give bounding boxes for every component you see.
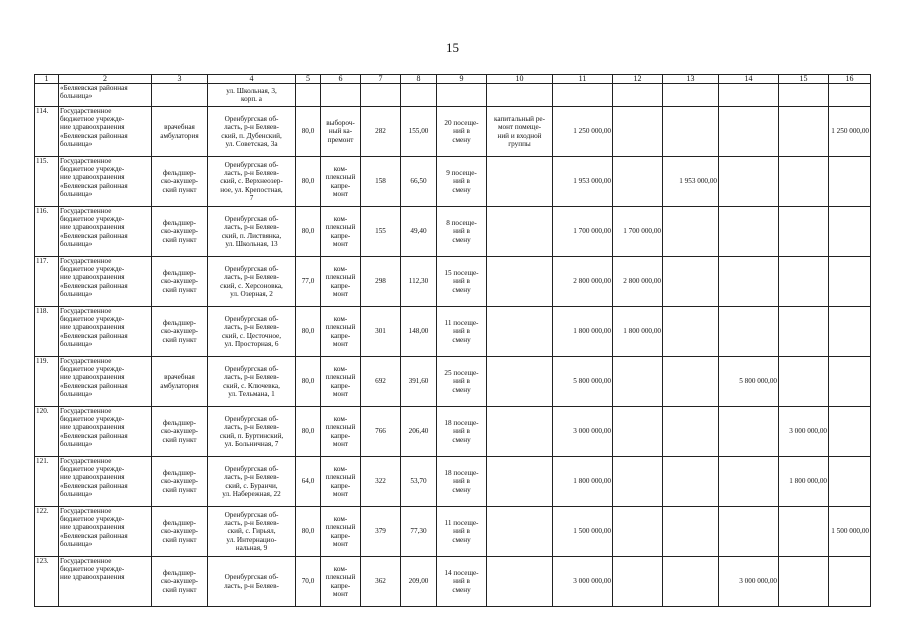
col8-value-cell: 112,30 (401, 257, 437, 307)
table-cell (829, 84, 871, 107)
institution-cell: Государственное бюджетное учрежде- ние здравоохранения «Беляевская районная больница» (59, 407, 152, 457)
institution-cell: Государственное бюджетное учрежде- ние здравоохранения «Беляевская районная больница» (59, 157, 152, 207)
address-cell: Оренбургская об- ласть, р-н Беляев- ский, с. Ключевка, ул. Тельмана, 1 (208, 357, 296, 407)
work-type-cell: ком- плексный капре- монт (321, 257, 361, 307)
continuation-row (35, 84, 871, 107)
row-number-cell: 114. (35, 107, 59, 157)
col8-value-cell: 66,50 (401, 157, 437, 207)
total-cost-cell: 3 000 000,00 (553, 557, 613, 607)
year-cost-cell: 3 000 000,00 (719, 557, 779, 607)
capacity-cell: 18 посеще- ний в смену (437, 457, 487, 507)
area-cell: 80,0 (296, 107, 321, 157)
work-description-cell (487, 157, 553, 207)
population-cell: 362 (361, 557, 401, 607)
header-cell: 8 (401, 75, 437, 84)
work-description-cell: капитальный ре- монт помеще- ний и входной группы (487, 107, 553, 157)
header-cell: 12 (613, 75, 663, 84)
year-cost-cell (719, 257, 779, 307)
work-type-cell: ком- плексный капре- монт (321, 507, 361, 557)
work-type-cell: ком- плексный капре- монт (321, 557, 361, 607)
work-description-cell (487, 257, 553, 307)
work-type-cell: выбороч- ный ка- премонт (321, 107, 361, 157)
address-cell: Оренбургская об- ласть, р-н Беляев- (208, 557, 296, 607)
institution-cell: «Беляевская районная больница» (59, 84, 152, 107)
total-cost-cell: 1 800 000,00 (553, 307, 613, 357)
capacity-cell: 11 посеще- ний в смену (437, 307, 487, 357)
table-cell (437, 84, 487, 107)
institution-cell: Государственное бюджетное учрежде- ние здравоохранения «Беляевская районная больница» (59, 507, 152, 557)
total-cost-cell: 2 800 000,00 (553, 257, 613, 307)
capacity-cell: 8 посеще- ний в смену (437, 207, 487, 257)
table-cell (296, 84, 321, 107)
address-cell: ул. Школьная, 3, корп. а (208, 84, 296, 107)
population-cell: 322 (361, 457, 401, 507)
year-cost-cell: 2 800 000,00 (613, 257, 663, 307)
population-cell: 282 (361, 107, 401, 157)
table-cell (719, 84, 779, 107)
row-number-cell: 116. (35, 207, 59, 257)
table-cell (553, 84, 613, 107)
area-cell: 70,0 (296, 557, 321, 607)
area-cell: 64,0 (296, 457, 321, 507)
total-cost-cell: 1 700 000,00 (553, 207, 613, 257)
year-cost-cell (779, 307, 829, 357)
work-type-cell: ком- плексный капре- монт (321, 357, 361, 407)
year-cost-cell (779, 507, 829, 557)
year-cost-cell (613, 157, 663, 207)
institution-cell: Государственное бюджетное учрежде- ние здравоохранения (59, 557, 152, 607)
table-cell (613, 84, 663, 107)
work-type-cell: ком- плексный капре- монт (321, 407, 361, 457)
year-cost-cell (719, 507, 779, 557)
year-cost-cell (829, 457, 871, 507)
column-number-header-row (35, 75, 871, 84)
header-cell: 6 (321, 75, 361, 84)
facility-type-cell: врачебная амбулатория (152, 107, 208, 157)
year-cost-cell (719, 207, 779, 257)
row-number-cell: 119. (35, 357, 59, 407)
year-cost-cell (779, 107, 829, 157)
total-cost-cell: 5 800 000,00 (553, 357, 613, 407)
col8-value-cell: 391,60 (401, 357, 437, 407)
col8-value-cell: 53,70 (401, 457, 437, 507)
header-cell: 11 (553, 75, 613, 84)
address-cell: Оренбургская об- ласть, р-н Беляев- ский, с. Гирьял, ул. Интернацио- нальная, 9 (208, 507, 296, 557)
table-cell (321, 84, 361, 107)
year-cost-cell (663, 257, 719, 307)
header-cell: 9 (437, 75, 487, 84)
area-cell: 80,0 (296, 307, 321, 357)
year-cost-cell (613, 107, 663, 157)
col8-value-cell: 206,40 (401, 407, 437, 457)
work-description-cell (487, 557, 553, 607)
year-cost-cell (613, 407, 663, 457)
col8-value-cell: 49,40 (401, 207, 437, 257)
facility-type-cell: фельдшер- ско-акушер- ский пункт (152, 407, 208, 457)
page-number: 15 (446, 40, 459, 55)
year-cost-cell: 5 800 000,00 (719, 357, 779, 407)
col8-value-cell: 155,00 (401, 107, 437, 157)
table-row (35, 257, 871, 307)
population-cell: 379 (361, 507, 401, 557)
year-cost-cell (663, 507, 719, 557)
year-cost-cell: 1 953 000,00 (663, 157, 719, 207)
year-cost-cell (663, 557, 719, 607)
table-cell (663, 84, 719, 107)
institution-cell: Государственное бюджетное учрежде- ние здравоохранения «Беляевская районная больница» (59, 107, 152, 157)
header-cell: 7 (361, 75, 401, 84)
total-cost-cell: 1 250 000,00 (553, 107, 613, 157)
address-cell: Оренбургская об- ласть, р-н Беляев- ский, с. Цесточное, ул. Просторная, 6 (208, 307, 296, 357)
year-cost-cell: 1 250 000,00 (829, 107, 871, 157)
total-cost-cell: 1 953 000,00 (553, 157, 613, 207)
capacity-cell: 11 посеще- ний в смену (437, 507, 487, 557)
year-cost-cell (829, 307, 871, 357)
year-cost-cell (663, 407, 719, 457)
year-cost-cell (719, 407, 779, 457)
year-cost-cell (663, 457, 719, 507)
facility-type-cell (152, 84, 208, 107)
institution-cell: Государственное бюджетное учрежде- ние здравоохранения «Беляевская районная больница» (59, 457, 152, 507)
header-cell: 3 (152, 75, 208, 84)
table-row (35, 307, 871, 357)
work-type-cell: ком- плексный капре- монт (321, 307, 361, 357)
table-row (35, 407, 871, 457)
work-type-cell: ком- плексный капре- монт (321, 207, 361, 257)
table-row (35, 207, 871, 257)
capacity-cell: 14 посеще- ний в смену (437, 557, 487, 607)
year-cost-cell (663, 307, 719, 357)
header-cell: 14 (719, 75, 779, 84)
institution-cell: Государственное бюджетное учрежде- ние здравоохранения «Беляевская районная больница» (59, 357, 152, 407)
col8-value-cell: 148,00 (401, 307, 437, 357)
institution-cell: Государственное бюджетное учрежде- ние здравоохранения «Беляевская районная больница» (59, 257, 152, 307)
row-number-cell: 123. (35, 557, 59, 607)
header-cell: 1 (35, 75, 59, 84)
table-row (35, 357, 871, 407)
year-cost-cell (779, 557, 829, 607)
year-cost-cell (829, 207, 871, 257)
capacity-cell: 18 посеще- ний в смену (437, 407, 487, 457)
work-description-cell (487, 407, 553, 457)
population-cell: 692 (361, 357, 401, 407)
table-cell (779, 84, 829, 107)
table-row (35, 457, 871, 507)
year-cost-cell (829, 257, 871, 307)
work-description-cell (487, 357, 553, 407)
year-cost-cell: 1 800 000,00 (613, 307, 663, 357)
capacity-cell: 9 посеще- ний в смену (437, 157, 487, 207)
address-cell: Оренбургская об- ласть, р-н Беляев- ский, п. Листвянка, ул. Школьная, 13 (208, 207, 296, 257)
address-cell: Оренбургская об- ласть, р-н Беляев- ский, с. Верхнеозер- ное, ул. Крепостная, 7 (208, 157, 296, 207)
row-number-cell: 115. (35, 157, 59, 207)
year-cost-cell: 3 000 000,00 (779, 407, 829, 457)
year-cost-cell (719, 157, 779, 207)
area-cell: 77,0 (296, 257, 321, 307)
address-cell: Оренбургская об- ласть, р-н Беляев- ский, п. Дубенский, ул. Советская, 3а (208, 107, 296, 157)
year-cost-cell (719, 107, 779, 157)
work-description-cell (487, 507, 553, 557)
institution-cell: Государственное бюджетное учрежде- ние здравоохранения «Беляевская районная больница» (59, 207, 152, 257)
facility-type-cell: фельдшер- ско-акушер- ский пункт (152, 307, 208, 357)
work-type-cell: ком- плексный капре- монт (321, 457, 361, 507)
header-cell: 13 (663, 75, 719, 84)
year-cost-cell (719, 307, 779, 357)
table-row (35, 107, 871, 157)
header-cell: 5 (296, 75, 321, 84)
population-cell: 155 (361, 207, 401, 257)
year-cost-cell (829, 557, 871, 607)
facility-type-cell: фельдшер- ско-акушер- ский пункт (152, 157, 208, 207)
facility-type-cell: фельдшер- ско-акушер- ский пункт (152, 207, 208, 257)
col8-value-cell: 209,00 (401, 557, 437, 607)
facility-type-cell: фельдшер- ско-акушер- ский пункт (152, 557, 208, 607)
year-cost-cell (829, 357, 871, 407)
year-cost-cell (719, 457, 779, 507)
population-cell: 301 (361, 307, 401, 357)
header-cell: 16 (829, 75, 871, 84)
address-cell: Оренбургская об- ласть, р-н Беляев- ский, с. Буранчи, ул. Набережная, 22 (208, 457, 296, 507)
year-cost-cell (829, 407, 871, 457)
year-cost-cell (663, 107, 719, 157)
table-row (35, 157, 871, 207)
year-cost-cell: 1 800 000,00 (779, 457, 829, 507)
total-cost-cell: 1 800 000,00 (553, 457, 613, 507)
facility-type-cell: фельдшер- ско-акушер- ский пункт (152, 257, 208, 307)
capacity-cell: 15 посеще- ний в смену (437, 257, 487, 307)
area-cell: 80,0 (296, 157, 321, 207)
header-cell: 15 (779, 75, 829, 84)
area-cell: 80,0 (296, 507, 321, 557)
institution-cell: Государственное бюджетное учрежде- ние здравоохранения «Беляевская районная больница» (59, 307, 152, 357)
year-cost-cell: 1 500 000,00 (829, 507, 871, 557)
year-cost-cell (613, 457, 663, 507)
year-cost-cell: 1 700 000,00 (613, 207, 663, 257)
year-cost-cell (613, 557, 663, 607)
facility-type-cell: фельдшер- ско-акушер- ский пункт (152, 457, 208, 507)
header-cell: 2 (59, 75, 152, 84)
area-cell: 80,0 (296, 207, 321, 257)
table-cell (487, 84, 553, 107)
facility-type-cell: врачебная амбулатория (152, 357, 208, 407)
total-cost-cell: 3 000 000,00 (553, 407, 613, 457)
year-cost-cell (663, 207, 719, 257)
table-cell (401, 84, 437, 107)
table-row (35, 507, 871, 557)
total-cost-cell: 1 500 000,00 (553, 507, 613, 557)
table-row (35, 557, 871, 607)
year-cost-cell (613, 357, 663, 407)
capital-repair-table (34, 74, 871, 607)
facility-type-cell: фельдшер- ско-акушер- ский пункт (152, 507, 208, 557)
population-cell: 766 (361, 407, 401, 457)
year-cost-cell (779, 157, 829, 207)
row-number-cell (35, 84, 59, 107)
year-cost-cell (779, 357, 829, 407)
row-number-cell: 121. (35, 457, 59, 507)
year-cost-cell (779, 257, 829, 307)
area-cell: 80,0 (296, 407, 321, 457)
table-cell (361, 84, 401, 107)
address-cell: Оренбургская об- ласть, р-н Беляев- ский, с. Херсоновка, ул. Озерная, 2 (208, 257, 296, 307)
work-type-cell: ком- плексный капре- монт (321, 157, 361, 207)
work-description-cell (487, 457, 553, 507)
header-cell: 10 (487, 75, 553, 84)
area-cell: 80,0 (296, 357, 321, 407)
address-cell: Оренбургская об- ласть, р-н Беляев- ский, п. Буртинский, ул. Больничная, 7 (208, 407, 296, 457)
row-number-cell: 122. (35, 507, 59, 557)
col8-value-cell: 77,30 (401, 507, 437, 557)
row-number-cell: 120. (35, 407, 59, 457)
capacity-cell: 20 посеще- ний в смену (437, 107, 487, 157)
population-cell: 298 (361, 257, 401, 307)
year-cost-cell (663, 357, 719, 407)
row-number-cell: 117. (35, 257, 59, 307)
work-description-cell (487, 307, 553, 357)
year-cost-cell (779, 207, 829, 257)
work-description-cell (487, 207, 553, 257)
row-number-cell: 118. (35, 307, 59, 357)
capacity-cell: 25 посеще- ний в смену (437, 357, 487, 407)
year-cost-cell (829, 157, 871, 207)
header-cell: 4 (208, 75, 296, 84)
year-cost-cell (613, 507, 663, 557)
population-cell: 158 (361, 157, 401, 207)
